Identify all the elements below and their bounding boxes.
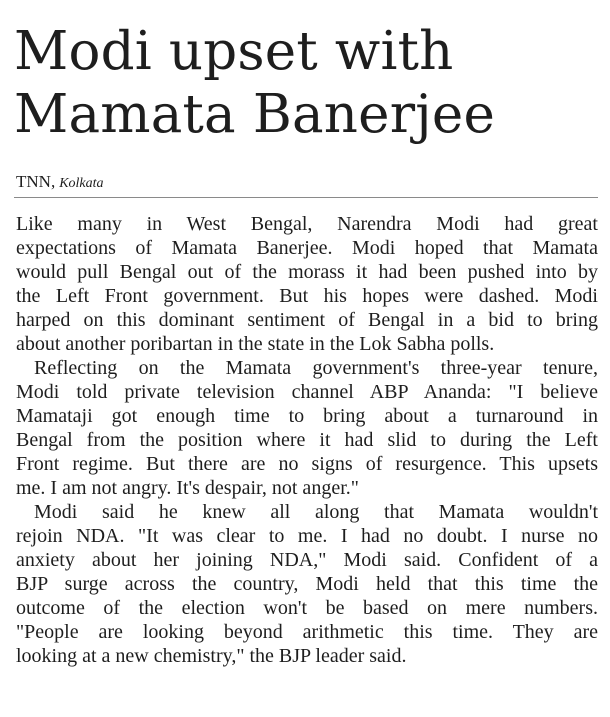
paragraph-2 (16, 356, 598, 500)
text-line: about another poribartan in the state in the Lok Sabha polls. (16, 333, 495, 355)
text-line: Mamataji got enough time to bring about a turnaround in (16, 405, 598, 427)
headline-line: Modi upset with (14, 21, 454, 82)
text-line: Reflecting on the Mamata government's three-year tenure, (34, 357, 598, 379)
text-line: Modi said he knew all along that Mamata wouldn't (34, 501, 598, 523)
text-line: Modi told private television channel ABP Ananda: "I believe (16, 381, 598, 403)
text-line: rejoin NDA. "It was clear to me. I had no doubt. I nurse no (16, 525, 598, 547)
text-line: expectations of Mamata Banerjee. Modi hoped that Mamata (16, 237, 598, 259)
text-line: me. I am not angry. It's despair, not anger." (16, 477, 359, 499)
text-line: would pull Bengal out of the morass it had been pushed into by (16, 261, 598, 283)
headline-line: Mamata Banerjee (14, 84, 496, 145)
paragraph-3 (16, 500, 598, 668)
text-line: outcome of the election won't be based on mere numbers. (16, 597, 598, 619)
byline-divider (14, 197, 598, 198)
text-line: "People are looking beyond arithmetic this time. They are (16, 621, 598, 643)
paragraph-1 (16, 212, 598, 356)
byline-place: Kolkata (59, 176, 104, 191)
byline-agency: TNN, (16, 172, 56, 191)
text-line: Like many in West Bengal, Narendra Modi had great (16, 213, 598, 235)
text-line: the Left Front government. But his hopes were dashed. Modi (16, 285, 598, 307)
text-line: Front regime. But there are no signs of resurgence. This upsets (16, 453, 598, 475)
article-body (16, 212, 598, 668)
text-line: looking at a new chemistry," the BJP leader said. (16, 645, 407, 667)
headline (14, 20, 604, 146)
text-line: anxiety about her joining NDA," Modi said. Confident of a (16, 549, 598, 571)
text-line: BJP surge across the country, Modi held that this time the (16, 573, 598, 595)
text-line: harped on this dominant sentiment of Bengal in a bid to bring (16, 309, 598, 331)
byline (16, 173, 104, 193)
text-line: Bengal from the position where it had slid to during the Left (16, 429, 598, 451)
